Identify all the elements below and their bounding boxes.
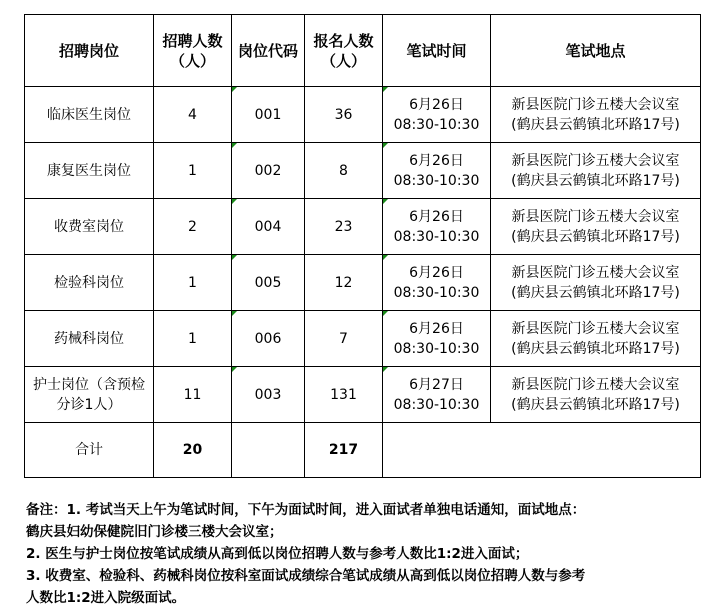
location-line2: (鹤庆县云鹤镇北环路17号) xyxy=(511,172,680,189)
exam-hours: 08:30-10:30 xyxy=(393,116,480,133)
cell-applicants: 12 xyxy=(305,255,383,311)
cell-position xyxy=(25,367,154,423)
remarks-line: 3. 收费室、检验科、药械科岗位按科室面试成绩综合笔试成绩从高到低以岗位招聘人数与参考 xyxy=(26,568,586,584)
cell-applicants: 7 xyxy=(305,311,383,367)
table-row xyxy=(25,255,701,311)
cell-recruit: 11 xyxy=(154,367,232,423)
cell-applicants: 36 xyxy=(305,87,383,143)
cell-exam-location xyxy=(491,143,701,199)
cell-recruit: 1 xyxy=(154,143,232,199)
table-row xyxy=(25,199,701,255)
location-line1: 新县医院门诊五楼大会议室 xyxy=(511,320,680,337)
remarks-line: 备注：1. 考试当天上午为笔试时间，下午为面试时间，进入面试者单独电话通知，面试地点： xyxy=(26,502,586,518)
cell-exam-time xyxy=(383,143,491,199)
cell-position: 药械科岗位 xyxy=(25,311,154,367)
exam-hours: 08:30-10:30 xyxy=(393,172,480,189)
cell-position: 康复医生岗位 xyxy=(25,143,154,199)
header-recruit-line1: 招聘人数 xyxy=(162,31,223,50)
table-row xyxy=(25,311,701,367)
cell-code: 003 xyxy=(232,367,305,423)
remarks-line: 人数比1:2进入院级面试。 xyxy=(26,590,186,606)
exam-hours: 08:30-10:30 xyxy=(393,228,480,245)
cell-code: 004 xyxy=(232,199,305,255)
exam-date: 6月26日 xyxy=(409,208,464,225)
cell-exam-time xyxy=(383,311,491,367)
remarks-line: 鹤庆县妇幼保健院旧门诊楼三楼大会议室； xyxy=(26,524,283,540)
header-applicants-line2: （人） xyxy=(320,51,366,70)
location-line1: 新县医院门诊五楼大会议室 xyxy=(511,96,680,113)
exam-schedule-table xyxy=(24,14,701,478)
location-line1: 新县医院门诊五楼大会议室 xyxy=(511,208,680,225)
total-applicants: 217 xyxy=(305,423,383,478)
location-line2: (鹤庆县云鹤镇北环路17号) xyxy=(511,340,680,357)
location-line2: (鹤庆县云鹤镇北环路17号) xyxy=(511,284,680,301)
cell-code: 001 xyxy=(232,87,305,143)
header-applicants-line1: 报名人数 xyxy=(313,31,374,50)
position-line1: 护士岗位（含预检 xyxy=(33,376,145,393)
cell-applicants: 131 xyxy=(305,367,383,423)
table-row xyxy=(25,367,701,423)
cell-position: 收费室岗位 xyxy=(25,199,154,255)
header-exam-time: 笔试时间 xyxy=(383,15,491,87)
header-applicant-count xyxy=(305,15,383,87)
exam-date: 6月26日 xyxy=(409,152,464,169)
cell-applicants: 8 xyxy=(305,143,383,199)
cell-code: 006 xyxy=(232,311,305,367)
location-line1: 新县医院门诊五楼大会议室 xyxy=(511,264,680,281)
header-exam-location: 笔试地点 xyxy=(491,15,701,87)
cell-recruit: 4 xyxy=(154,87,232,143)
location-line2: (鹤庆县云鹤镇北环路17号) xyxy=(511,396,680,413)
cell-exam-time xyxy=(383,255,491,311)
cell-exam-location xyxy=(491,255,701,311)
location-line1: 新县医院门诊五楼大会议室 xyxy=(511,152,680,169)
cell-recruit: 2 xyxy=(154,199,232,255)
exam-hours: 08:30-10:30 xyxy=(393,396,480,413)
location-line2: (鹤庆县云鹤镇北环路17号) xyxy=(511,228,680,245)
exam-date: 6月26日 xyxy=(409,96,464,113)
exam-hours: 08:30-10:30 xyxy=(393,284,480,301)
total-empty xyxy=(383,423,701,478)
cell-recruit: 1 xyxy=(154,255,232,311)
position-line2: 分诊1人） xyxy=(56,396,122,413)
total-row xyxy=(25,423,701,478)
cell-exam-location xyxy=(491,367,701,423)
cell-exam-location xyxy=(491,87,701,143)
total-code-empty xyxy=(232,423,305,478)
cell-applicants: 23 xyxy=(305,199,383,255)
header-position: 招聘岗位 xyxy=(25,15,154,87)
table-row xyxy=(25,143,701,199)
remarks xyxy=(26,499,706,609)
header-recruit-count xyxy=(154,15,232,87)
exam-date: 6月26日 xyxy=(409,320,464,337)
location-line1: 新县医院门诊五楼大会议室 xyxy=(511,376,680,393)
cell-exam-time xyxy=(383,87,491,143)
cell-code: 005 xyxy=(232,255,305,311)
total-label: 合计 xyxy=(25,423,154,478)
remarks-line: 2. 医生与护士岗位按笔试成绩从高到低以岗位招聘人数与参考人数比1:2进入面试； xyxy=(26,546,529,562)
cell-exam-location xyxy=(491,199,701,255)
cell-exam-time xyxy=(383,199,491,255)
total-recruit: 20 xyxy=(154,423,232,478)
table-header-row xyxy=(25,15,701,87)
header-recruit-line2: （人） xyxy=(169,51,215,70)
cell-code: 002 xyxy=(232,143,305,199)
cell-position: 检验科岗位 xyxy=(25,255,154,311)
cell-exam-time xyxy=(383,367,491,423)
exam-date: 6月26日 xyxy=(409,264,464,281)
table-row xyxy=(25,87,701,143)
location-line2: (鹤庆县云鹤镇北环路17号) xyxy=(511,116,680,133)
cell-recruit: 1 xyxy=(154,311,232,367)
cell-exam-location xyxy=(491,311,701,367)
exam-hours: 08:30-10:30 xyxy=(393,340,480,357)
exam-date: 6月27日 xyxy=(409,376,464,393)
cell-position: 临床医生岗位 xyxy=(25,87,154,143)
header-position-code: 岗位代码 xyxy=(232,15,305,87)
